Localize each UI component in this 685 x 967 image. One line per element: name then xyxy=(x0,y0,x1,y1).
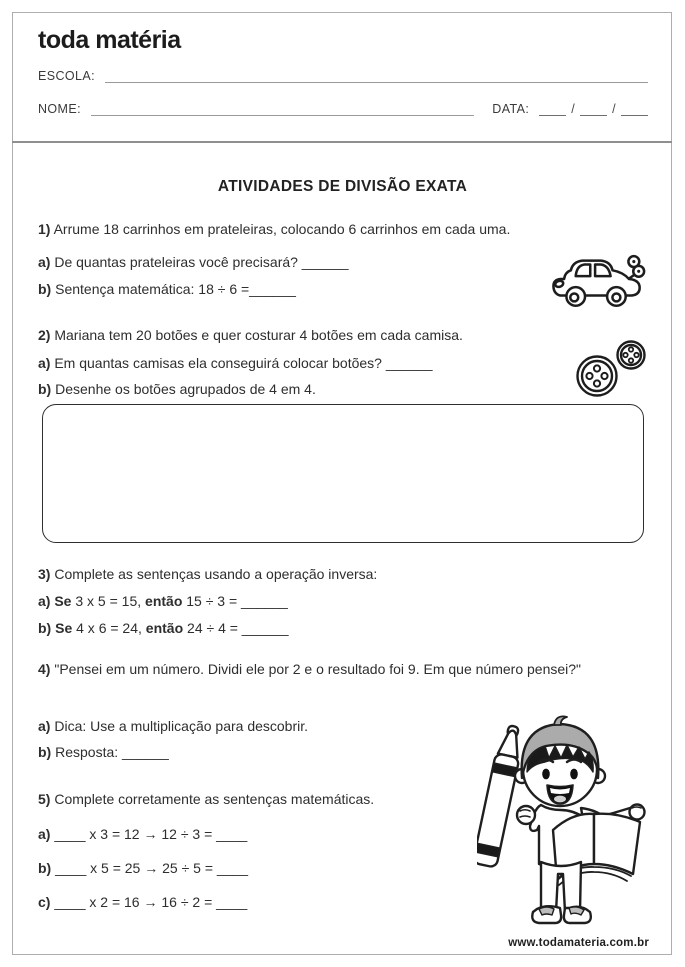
q1b-label: b) xyxy=(38,281,52,297)
date-month-blank xyxy=(580,102,607,116)
question-5a xyxy=(38,824,247,844)
date-day-blank xyxy=(539,102,566,116)
question-3a xyxy=(38,591,288,611)
q3a-label: a) xyxy=(38,593,51,609)
drawing-answer-box xyxy=(42,404,644,543)
q4b-text: Resposta: ______ xyxy=(55,744,169,760)
question-5 xyxy=(38,789,374,809)
q5c-text: ____ x 2 = 16 → 16 ÷ 2 = ____ xyxy=(54,894,248,910)
q2a-text: Em quantas camisas ela conseguirá colocar botões? ______ xyxy=(54,355,433,371)
q3a-expr1: 3 x 5 = 15, xyxy=(75,593,142,609)
date-year-blank xyxy=(621,102,648,116)
q3b-expr2: 24 ÷ 4 = ______ xyxy=(187,620,289,636)
escola-label: ESCOLA: xyxy=(38,69,95,83)
q1a-label: a) xyxy=(38,254,51,270)
footer-url: www.todamateria.com.br xyxy=(508,937,649,949)
q2b-text: Desenhe os botões agrupados de 4 em 4. xyxy=(55,381,316,397)
wind-up-toy-car-icon xyxy=(550,249,646,311)
question-1 xyxy=(38,219,510,239)
question-1b xyxy=(38,279,296,299)
q5b-label: b) xyxy=(38,860,52,876)
q3b-se: Se xyxy=(55,620,73,636)
q4a-text: Dica: Use a multiplicação para descobrir. xyxy=(54,718,309,734)
boy-with-crayon-and-book-illustration xyxy=(477,712,663,934)
q1a-text: De quantas prateleiras você precisará? ______ xyxy=(54,254,349,270)
logo: toda matéria xyxy=(38,26,181,54)
q3-number: 3) xyxy=(38,566,51,582)
question-4a xyxy=(38,716,308,736)
q2b-label: b) xyxy=(38,381,52,397)
q5-number: 5) xyxy=(38,791,51,807)
q3a-entao: então xyxy=(145,593,183,609)
question-5c xyxy=(38,892,247,912)
q5c-label: c) xyxy=(38,894,51,910)
q4-number: 4) xyxy=(38,661,51,677)
sewing-buttons-icon xyxy=(571,339,651,397)
q1-text: Arrume 18 carrinhos em prateleiras, colocando 6 carrinhos em cada uma. xyxy=(53,221,511,237)
q3a-se: Se xyxy=(54,593,72,609)
question-2 xyxy=(38,325,463,345)
question-1a xyxy=(38,252,349,272)
question-3b xyxy=(38,618,289,638)
date-separator: / xyxy=(612,102,616,116)
q4b-label: b) xyxy=(38,744,52,760)
question-2a xyxy=(38,353,433,373)
q1b-text: Sentença matemática: 18 ÷ 6 =______ xyxy=(55,281,296,297)
worksheet-title: ATIVIDADES DE DIVISÃO EXATA xyxy=(217,178,468,195)
q3b-expr1: 4 x 6 = 24, xyxy=(76,620,142,636)
question-3 xyxy=(38,564,377,584)
q3a-expr2: 15 ÷ 3 = ______ xyxy=(186,593,288,609)
nome-label: NOME: xyxy=(38,102,81,116)
q5b-text: ____ x 5 = 25 → 25 ÷ 5 = ____ xyxy=(55,860,249,876)
date-separator: / xyxy=(571,102,576,116)
q5a-label: a) xyxy=(38,826,51,842)
q5a-text: ____ x 3 = 12 → 12 ÷ 3 = ____ xyxy=(54,826,248,842)
q3b-entao: então xyxy=(145,620,184,636)
data-label: DATA: xyxy=(492,102,530,116)
q2a-label: a) xyxy=(38,355,51,371)
q3b-label: b) xyxy=(38,620,52,636)
nome-blank-line xyxy=(91,101,474,116)
q2-number: 2) xyxy=(38,327,51,343)
question-4 xyxy=(38,659,630,679)
question-5b xyxy=(38,858,248,878)
escola-row xyxy=(38,68,648,83)
q4-text: "Pensei em um número. Dividi ele por 2 e o resultado foi 9. Em que número pensei?" xyxy=(54,661,582,677)
q2-text: Mariana tem 20 botões e quer costurar 4 botões em cada camisa. xyxy=(54,327,463,343)
q3-text: Complete as sentenças usando a operação inversa: xyxy=(54,566,378,582)
escola-blank-line xyxy=(105,68,648,83)
question-2b xyxy=(38,379,316,399)
q4a-label: a) xyxy=(38,718,51,734)
question-4b xyxy=(38,742,169,762)
q5-text: Complete corretamente as sentenças matemáticas. xyxy=(54,791,375,807)
q1-number: 1) xyxy=(38,221,51,237)
nome-data-row xyxy=(38,101,648,116)
header-divider xyxy=(12,141,672,143)
